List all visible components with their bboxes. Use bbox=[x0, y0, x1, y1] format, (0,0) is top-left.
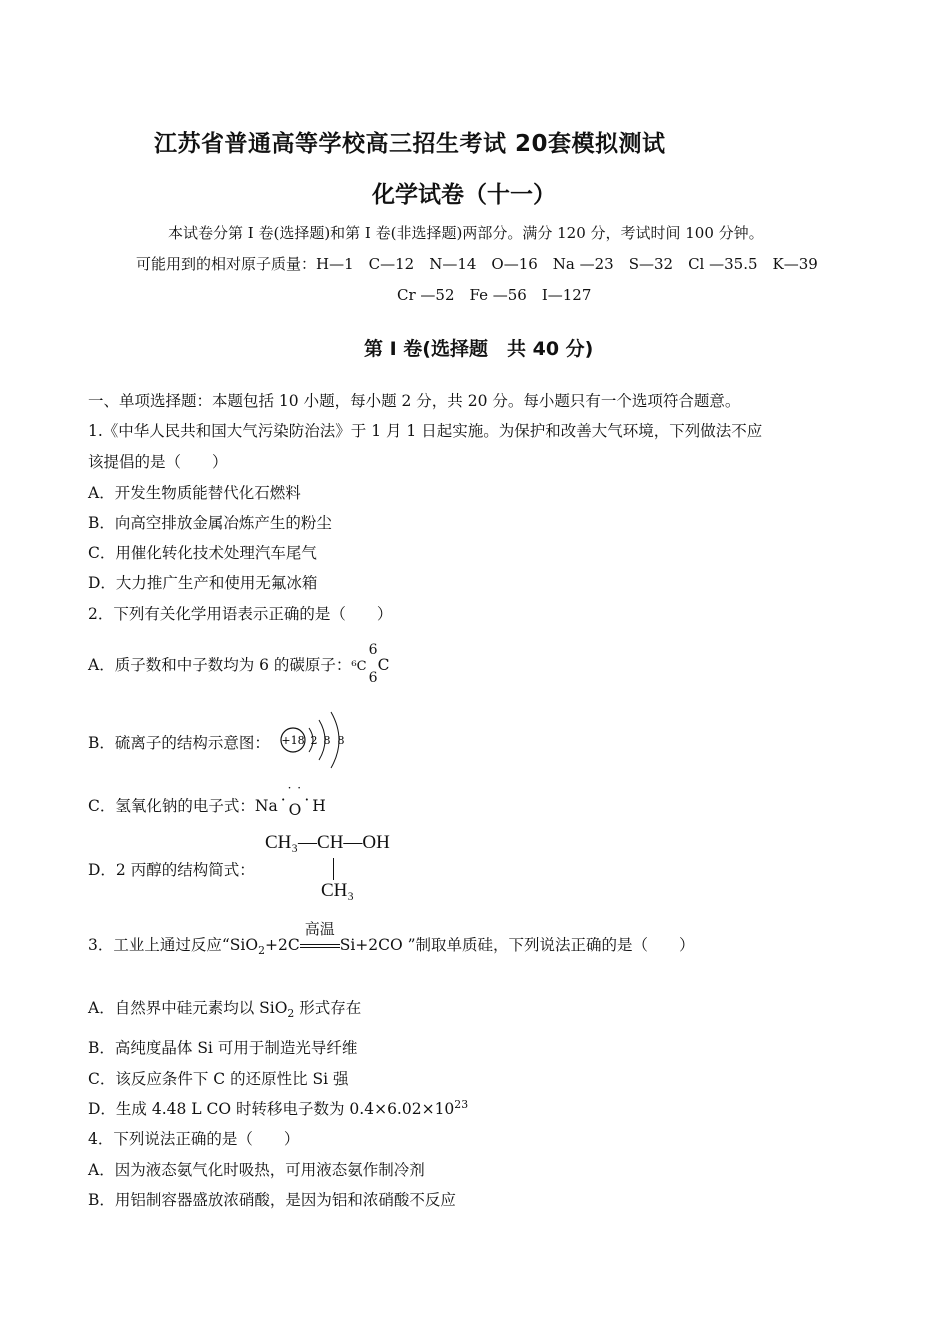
q3-option-d bbox=[88, 1097, 468, 1119]
q2-option-a bbox=[88, 642, 393, 686]
q3-stem-mid: +2C bbox=[264, 936, 300, 954]
formula-h: H bbox=[312, 797, 326, 815]
dot: · bbox=[280, 791, 286, 809]
sulfur-ion-diagram bbox=[279, 708, 351, 772]
q1-option-a: A．开发生物质能替代化石燃料 bbox=[88, 484, 301, 502]
q2-stem: 2．下列有关化学用语表示正确的是（ ） bbox=[88, 605, 393, 623]
section-instructions: 一、单项选择题：本题包括 10 小题，每小题 2 分，共 20 分。每小题只有一个选项符合题意。 bbox=[88, 392, 741, 410]
atomic-mass-line-2: Cr —52 Fe —56 I—127 bbox=[397, 286, 592, 304]
formula-o-dots: · · bbox=[287, 781, 303, 795]
nucleus-charge: +18 bbox=[281, 734, 305, 747]
q3-option-a-sub: 2 bbox=[287, 1007, 295, 1021]
q4-option-a: A．因为液态氨气化时吸热，可用液态氨作制冷剂 bbox=[88, 1161, 425, 1179]
q2-option-a-mass-number: 6 bbox=[368, 642, 378, 658]
q3-option-d-sup: 23 bbox=[454, 1097, 469, 1111]
condition-label: 高温 bbox=[304, 920, 335, 938]
double-line bbox=[300, 944, 340, 948]
q2-option-a-atomic-number: 6 bbox=[368, 670, 378, 686]
structural-formula-main-chain: CH₃—CH—OH bbox=[265, 832, 390, 853]
electron-formula bbox=[254, 781, 326, 819]
q3-option-b: B．高纯度晶体 Si 可用于制造光导纤维 bbox=[88, 1039, 358, 1057]
q4-stem: 4．下列说法正确的是（ ） bbox=[88, 1130, 300, 1148]
q3-option-a-post: 形式存在 bbox=[294, 999, 362, 1017]
q2-option-a-element: C bbox=[377, 656, 390, 674]
q2-option-d bbox=[88, 858, 255, 880]
q1-stem-line-1: 1.《中华人民共和国大气污染防治法》于 1 月 1 日起实施。为保护和改善大气环境，下列做法不应 bbox=[88, 422, 763, 440]
q2-option-b bbox=[88, 731, 270, 753]
q3-stem-pre: 3．工业上通过反应“SiO bbox=[88, 936, 259, 954]
q2-option-a-symbol: ⁶C bbox=[351, 659, 367, 674]
structural-formula-branch: CH₃ bbox=[321, 880, 355, 901]
q3-stem bbox=[88, 920, 695, 958]
q3-option-a bbox=[88, 996, 361, 1020]
exam-intro: 本试卷分第 I 卷(选择题)和第 I 卷(非选择题)两部分。满分 120 分，考试时间 100 分钟。 bbox=[168, 224, 764, 242]
atomic-mass-line-1: 可能用到的相对原子质量：H—1 C—12 N—14 O—16 Na —23 S—32 Cl —35.5 K—39 bbox=[136, 255, 818, 273]
q3-option-c: C．该反应条件下 C 的还原性比 Si 强 bbox=[88, 1070, 349, 1088]
q1-option-d: D．大力推广生产和使用无氟冰箱 bbox=[88, 574, 318, 592]
q1-option-c: C．用催化转化技术处理汽车尾气 bbox=[88, 544, 317, 562]
q2-option-c bbox=[88, 781, 326, 819]
exam-title: 江苏省普通高等学校高三招生考试 20套模拟测试 bbox=[154, 131, 666, 157]
structural-formula bbox=[265, 832, 425, 904]
section-title: 第 I 卷(选择题 共 40 分) bbox=[364, 338, 594, 360]
q4-option-b: B．用铝制容器盛放浓硝酸，是因为铝和浓硝酸不反应 bbox=[88, 1191, 456, 1209]
dot: · bbox=[304, 791, 310, 809]
q1-option-b: B．向高空排放金属冶炼产生的粉尘 bbox=[88, 514, 332, 532]
reaction-condition bbox=[300, 920, 340, 954]
exam-subtitle: 化学试卷（十一） bbox=[372, 182, 556, 208]
formula-na: Na bbox=[254, 797, 278, 815]
formula-o bbox=[287, 781, 303, 819]
shell-electrons-2: 8 bbox=[323, 734, 331, 747]
q3-option-d-pre: D．生成 4.48 L CO 时转移电子数为 0.4×6.02×10 bbox=[88, 1100, 455, 1118]
q3-stem-post: Si+2CO ”制取单质硅，下列说法正确的是（ ） bbox=[339, 936, 695, 954]
q2-option-c-text: C．氢氧化钠的电子式： bbox=[88, 797, 255, 815]
q1-stem-line-2: 该提倡的是（ ） bbox=[88, 453, 228, 471]
shell-electrons-1: 2 bbox=[310, 734, 318, 747]
q3-option-a-pre: A．自然界中硅元素均以 SiO bbox=[88, 999, 288, 1017]
q3-stem-sub: 2 bbox=[258, 944, 265, 958]
q2-option-d-text: D．2 丙醇的结构简式： bbox=[88, 861, 255, 879]
shell-electrons-3: 8 bbox=[337, 734, 345, 747]
formula-o-symbol: O bbox=[288, 801, 302, 819]
structural-formula-bond bbox=[333, 858, 334, 880]
q2-option-a-nuclide bbox=[367, 642, 393, 686]
q2-option-a-text: A．质子数和中子数均为 6 的碳原子： bbox=[88, 656, 352, 674]
q2-option-b-text: B．硫离子的结构示意图： bbox=[88, 734, 270, 752]
